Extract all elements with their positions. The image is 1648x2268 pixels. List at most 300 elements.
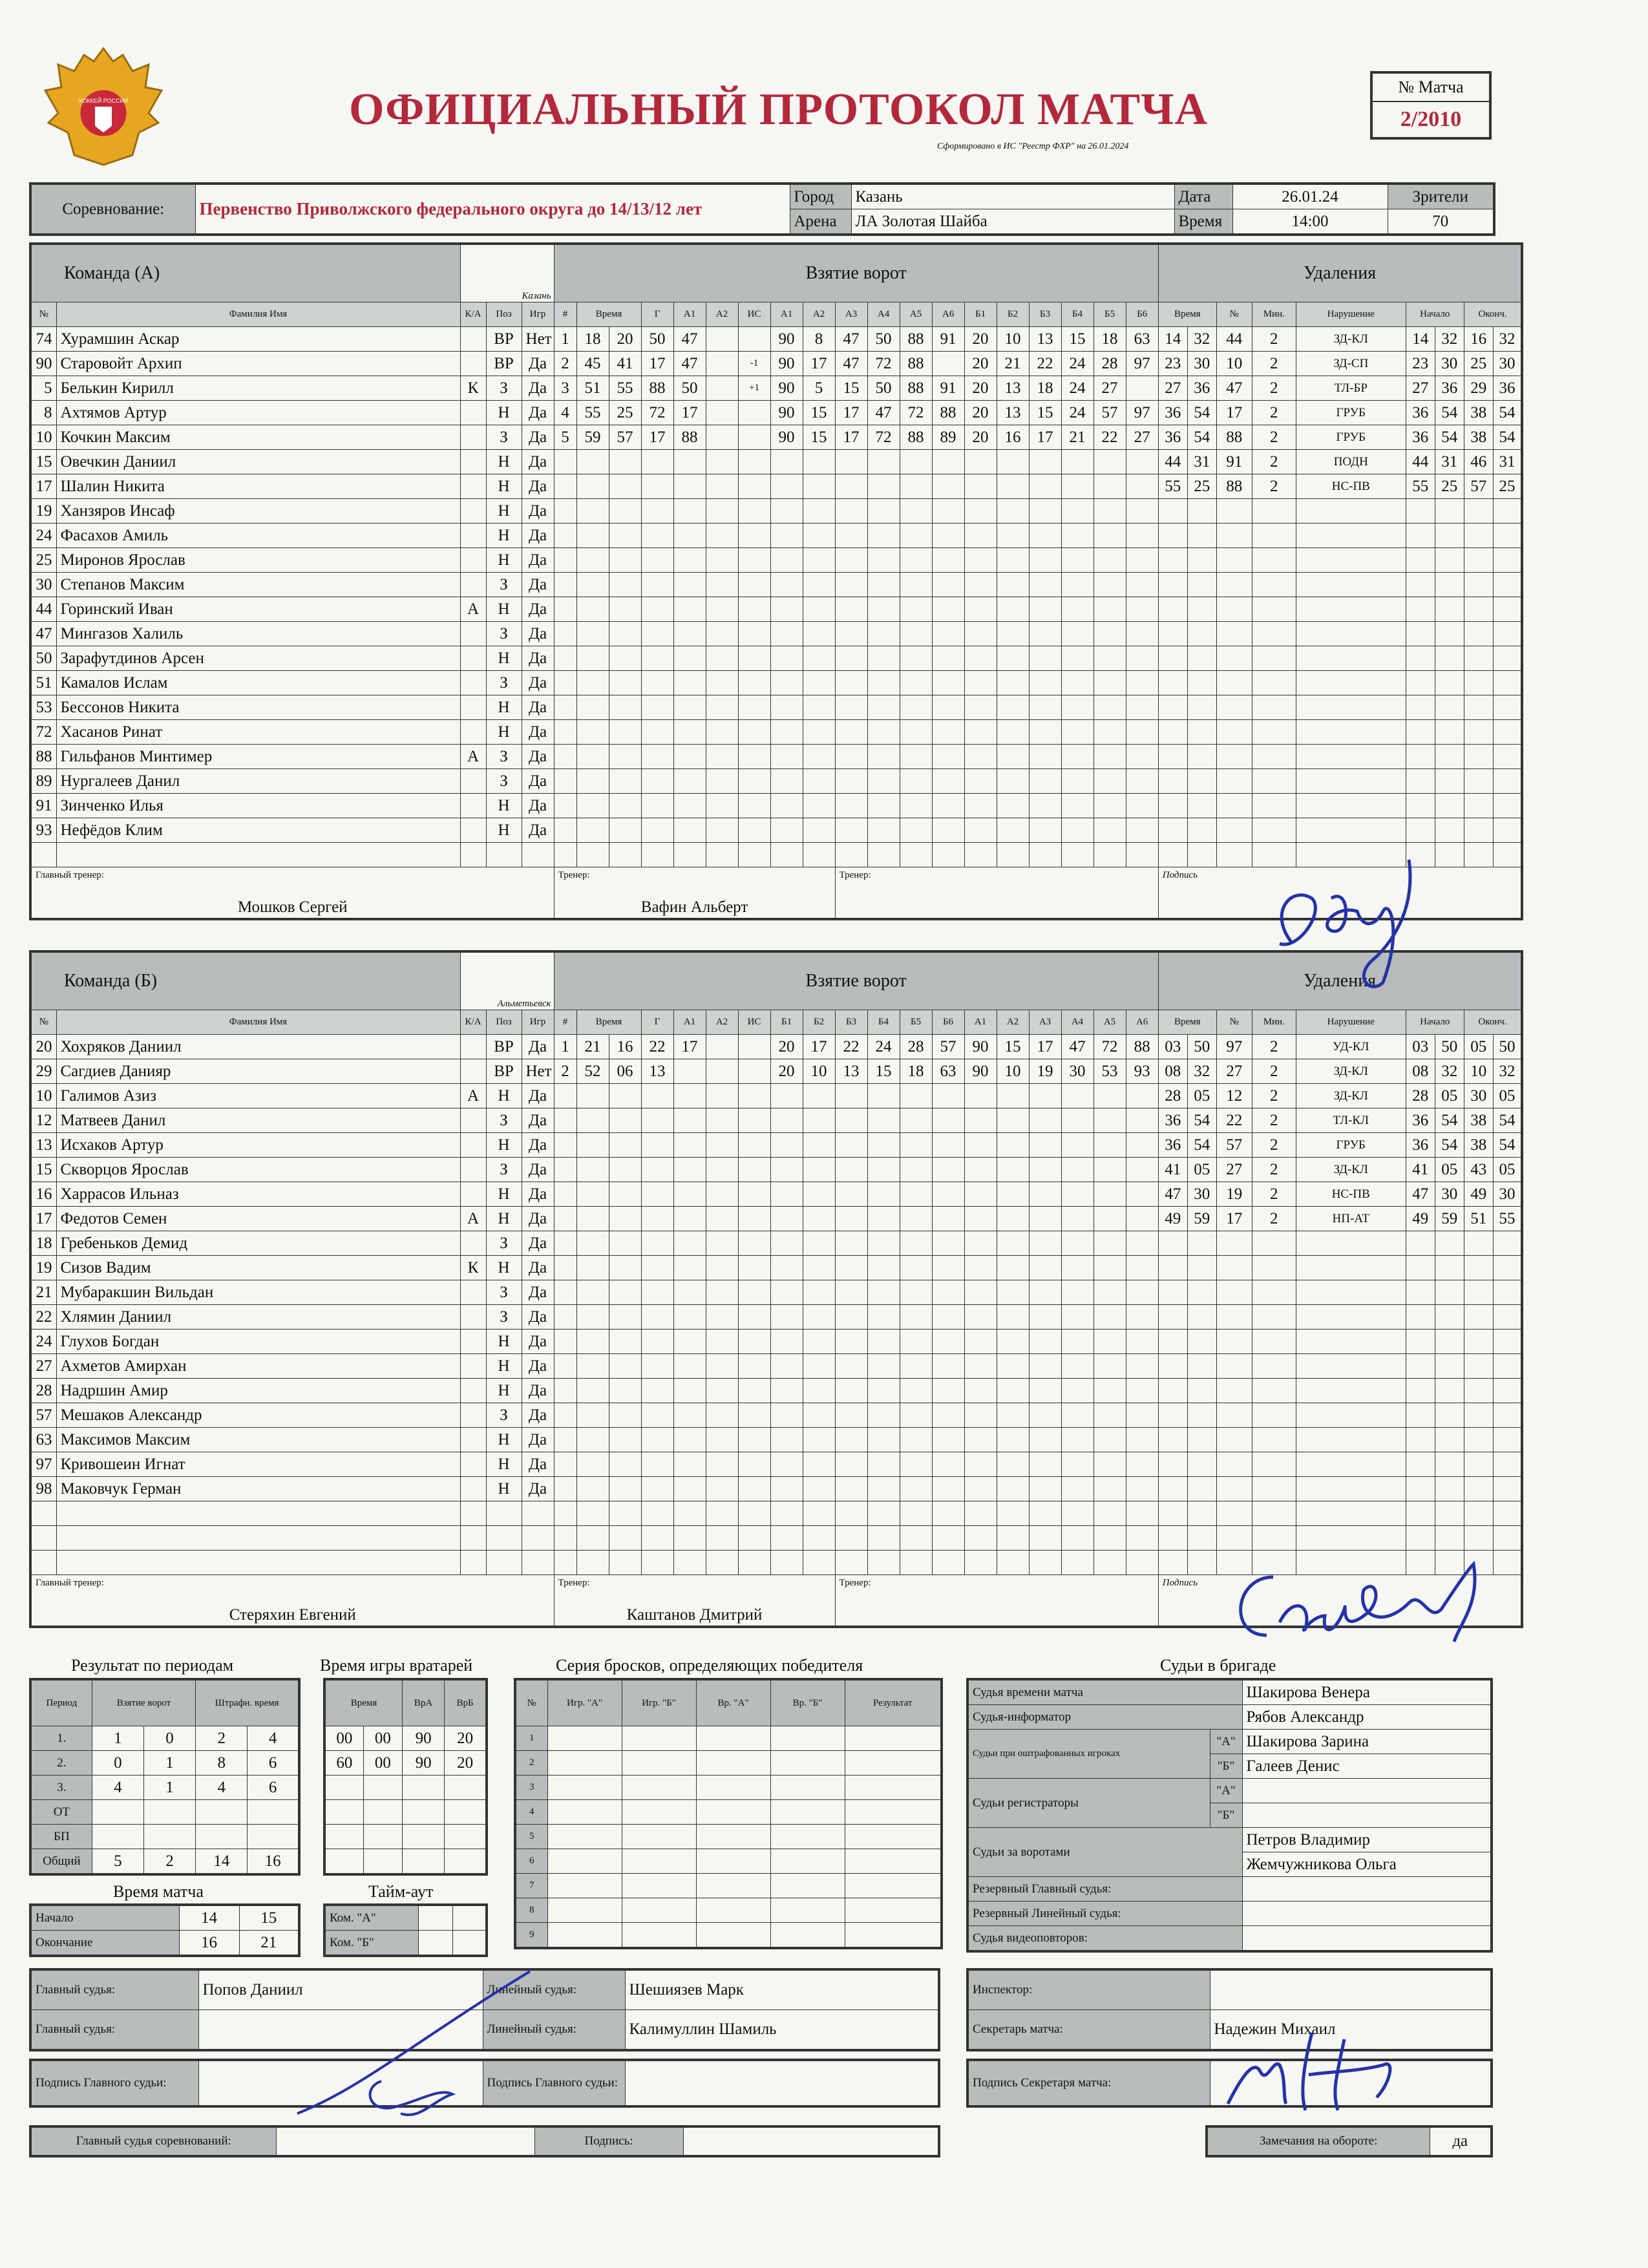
player-plays: Да [522,401,554,425]
team-a-section [29,242,1523,920]
penalty-time-min [1158,1354,1187,1379]
penalty-minutes: 2 [1252,1108,1296,1133]
player-number [30,1551,56,1575]
column-header: А2 [997,1010,1029,1035]
penalty-start-sec: 36 [1435,376,1464,401]
penalty-end-min [1464,622,1493,646]
column-header: Б1 [964,302,997,327]
goal-on-ice-player [770,597,803,622]
goal-on-ice-player: 17 [803,1035,835,1059]
goal-on-ice-player [932,1280,964,1305]
goal-opponent-on-ice [1061,1158,1093,1182]
goal-situation [738,1158,770,1182]
coach-name: Вафин Альберт [640,898,748,916]
reserve-line-label: Резервный Линейный судья: [967,1902,1242,1926]
goal-on-ice-player [770,720,803,745]
goal-assist-1 [673,745,706,769]
goalie-row [324,1726,487,1751]
penalty-time-sec [1187,745,1216,769]
goal-assist-1 [673,450,706,474]
penalty-start-sec: 05 [1435,1084,1464,1108]
goal-on-ice-player [900,1428,932,1452]
goal-opponent-on-ice [1061,794,1093,818]
goal-opponent-on-ice [1029,1207,1061,1231]
player-name: Хасанов Ринат [56,720,460,745]
shootout-number: 8 [515,1898,547,1923]
player-name: Белькин Кирилл [56,376,460,401]
penalty-start-sec [1435,573,1464,597]
goal-opponent-on-ice: 20 [964,376,997,401]
timeout-a-2 [452,1905,487,1931]
goal-opponent-on-ice [1061,1256,1093,1280]
penalty-player [1216,671,1252,695]
goal-on-ice-player [835,1207,867,1231]
informer-value: Рябов Александр [1242,1705,1492,1730]
player-position: Н [486,794,522,818]
goal-scorer [641,573,673,597]
penalty-start-min [1406,1526,1435,1551]
penalty-violation [1296,769,1406,794]
player-row [30,1330,1522,1354]
goal-number [554,769,576,794]
goal-number: 2 [554,1059,576,1084]
penalty-violation: ГРУБ [1296,1133,1406,1158]
player-captain-mark [460,1354,486,1379]
goal-on-ice-player [932,474,964,499]
penalty-violation [1296,1452,1406,1477]
goal-on-ice-player [867,671,900,695]
penalty-violation: ТЛ-БР [1296,376,1406,401]
penalty-end-min: 38 [1464,401,1493,425]
penalty-time-sec [1187,1452,1216,1477]
player-position: Н [486,720,522,745]
player-plays: Да [522,769,554,794]
penalty-violation [1296,794,1406,818]
goal-on-ice-player [835,450,867,474]
goal-scorer [641,794,673,818]
goal-on-ice-player [770,474,803,499]
penalty-minutes: 2 [1252,327,1296,352]
penalty-violation [1296,1403,1406,1428]
penalty-player [1216,1231,1252,1256]
penalty-time-sec [1187,1354,1216,1379]
goal-opponent-on-ice [997,450,1029,474]
timeout-a-label: Ком. "А" [324,1905,418,1931]
goal-opponent-on-ice [1126,671,1158,695]
goal-opponent-on-ice [997,597,1029,622]
period-pb [248,1825,299,1849]
goal-on-ice-player [900,671,932,695]
player-name: Исхаков Артур [56,1133,460,1158]
head-coach-label: Главный тренер: [36,870,104,880]
player-row [30,695,1522,720]
goal-time-min [576,1354,609,1379]
goal-opponent-on-ice: 17 [1029,1035,1061,1059]
penalty-time-sec [1187,1330,1216,1354]
penalty-start-min: 14 [1406,327,1435,352]
goal-on-ice-player: 50 [867,376,900,401]
goal-assist-1 [673,769,706,794]
penalty-start-sec [1435,720,1464,745]
goal-opponent-on-ice [997,769,1029,794]
goal-opponent-on-ice [1126,843,1158,867]
period-gb [143,1800,195,1825]
penalty-start-sec: 30 [1435,352,1464,376]
secretary-label: Секретарь матча: [967,2010,1210,2051]
goal-opponent-on-ice [997,818,1029,843]
goal-opponent-on-ice [1061,548,1093,573]
player-row [30,1452,1522,1477]
player-name: Ханзяров Инсаф [56,499,460,524]
player-position: ВР [486,1035,522,1059]
player-plays: Да [522,818,554,843]
goal-opponent-on-ice [1061,1354,1093,1379]
player-position: З [486,573,522,597]
officials-table [966,1678,1493,1953]
goal-on-ice-player [867,1231,900,1256]
goal-assist-2 [706,524,738,548]
penalty-start-sec: 30 [1435,1182,1464,1207]
goal-opponent-on-ice [964,450,997,474]
goal-on-ice-player [900,474,932,499]
goal-opponent-on-ice [1093,1231,1126,1256]
goal-on-ice-player [770,1231,803,1256]
goal-opponent-on-ice: 18 [1029,376,1061,401]
shootout-col-header: Игр. "А" [547,1679,622,1726]
column-header: Оконч. [1464,302,1522,327]
penalty-start-sec [1435,1501,1464,1526]
goalie-header [324,1679,487,1726]
player-position: З [486,1158,522,1182]
team-b-city: Альметьевск [497,999,551,1009]
team-a-coach2-cell [835,867,1158,920]
goal-on-ice-player: 88 [900,376,932,401]
goal-on-ice-player [932,1207,964,1231]
goal-scorer [641,1207,673,1231]
goal-opponent-on-ice: 13 [1029,327,1061,352]
shootout-cell [622,1849,696,1874]
goal-on-ice-player [932,695,964,720]
player-row [30,548,1522,573]
goal-assist-1: 88 [673,425,706,450]
goal-opponent-on-ice [964,1452,997,1477]
penalty-start-sec: 05 [1435,1158,1464,1182]
period-row [30,1825,299,1849]
goal-time-min [576,1207,609,1231]
player-position: Н [486,818,522,843]
goal-on-ice-player [770,1133,803,1158]
goal-assist-1 [673,499,706,524]
goal-on-ice-player [900,794,932,818]
penalty-minutes: 2 [1252,1035,1296,1059]
goal-opponent-on-ice [1126,597,1158,622]
goal-opponent-on-ice [1126,1501,1158,1526]
goal-on-ice-player [803,524,835,548]
goal-time-sec [609,843,641,867]
penalty-time-sec: 59 [1187,1207,1216,1231]
goal-on-ice-player [900,769,932,794]
penalty-end-sec: 54 [1493,425,1522,450]
goal-time-sec [609,1403,641,1428]
goal-assist-2 [706,450,738,474]
goal-opponent-on-ice [964,1108,997,1133]
goal-opponent-on-ice [997,1305,1029,1330]
match-no-label: № Матча [1373,74,1489,102]
goal-on-ice-player [867,1403,900,1428]
goal-assist-1 [673,1477,706,1501]
goal-opponent-on-ice [1126,1207,1158,1231]
goal-on-ice-player [900,1280,932,1305]
goal-opponent-on-ice [997,646,1029,671]
goal-number: 1 [554,327,576,352]
penalty-start-sec [1435,1280,1464,1305]
goal-scorer [641,671,673,695]
goal-number [554,450,576,474]
goal-on-ice-player [803,573,835,597]
goalie-a-header: ВрА [402,1679,444,1726]
goal-number [554,1330,576,1354]
goalie-m [324,1849,363,1875]
player-row [30,1182,1522,1207]
goal-situation [738,622,770,646]
penalty-violation [1296,1330,1406,1354]
penalty-violation: ГРУБ [1296,425,1406,450]
player-name [56,1501,460,1526]
goal-opponent-on-ice [1093,1207,1126,1231]
goalie-s: 00 [363,1751,402,1775]
player-position: З [486,1305,522,1330]
goal-time-min [576,1158,609,1182]
goal-opponent-on-ice [1061,450,1093,474]
goal-opponent-on-ice [1093,1477,1126,1501]
line-referee-2: Калимуллин Шамиль [625,2010,939,2051]
penalty-time-min [1158,1280,1187,1305]
goal-on-ice-player [770,769,803,794]
player-captain-mark [460,1035,486,1059]
penalty-minutes: 2 [1252,1084,1296,1108]
period-row [30,1751,299,1775]
goal-opponent-on-ice: 93 [1126,1059,1158,1084]
player-name: Хохряков Даниил [56,1035,460,1059]
goal-opponent-on-ice [1093,1182,1126,1207]
goal-time-sec [609,646,641,671]
penalty-time-sec: 30 [1187,1182,1216,1207]
player-plays: Да [522,1207,554,1231]
goal-on-ice-player [770,843,803,867]
penalty-minutes [1252,499,1296,524]
goal-on-ice-player [803,474,835,499]
goal-assist-2 [706,1526,738,1551]
penalty-time-min: 23 [1158,352,1187,376]
penalty-violation [1296,1256,1406,1280]
goal-opponent-on-ice [1061,745,1093,769]
penalty-start-sec [1435,1231,1464,1256]
player-captain-mark [460,1452,486,1477]
player-name: Сизов Вадим [56,1256,460,1280]
goalie-a [402,1825,444,1849]
penalty-violation [1296,695,1406,720]
goalie-a [402,1849,444,1875]
goal-opponent-on-ice [997,1108,1029,1133]
goal-opponent-on-ice [1093,622,1126,646]
goal-on-ice-player [770,1182,803,1207]
player-name: Глухов Богдан [56,1330,460,1354]
player-number: 19 [30,1256,56,1280]
shootout-cell [696,1874,770,1898]
penalty-end-sec: 54 [1493,1133,1522,1158]
goal-on-ice-player [900,622,932,646]
penalty-judges-label: Судьи при оштрафованных игроках [967,1730,1210,1779]
player-plays: Да [522,499,554,524]
player-row [30,1108,1522,1133]
goal-on-ice-player [835,671,867,695]
penalty-time-sec [1187,524,1216,548]
shootout-cell [696,1726,770,1751]
penalty-end-min [1464,794,1493,818]
player-name: Харрасов Ильназ [56,1182,460,1207]
goal-on-ice-player [932,745,964,769]
shootout-cell [622,1923,696,1949]
penalty-player [1216,1256,1252,1280]
column-header: Мин. [1252,1010,1296,1035]
goal-on-ice-player [867,1330,900,1354]
period-pb: 4 [248,1726,299,1751]
penalty-time-min [1158,1330,1187,1354]
goal-number [554,1182,576,1207]
column-header: К/А [460,302,486,327]
goal-on-ice-player: 15 [803,425,835,450]
goal-opponent-on-ice [964,1133,997,1158]
spectators-value: 70 [1388,209,1494,235]
goal-opponent-on-ice [997,524,1029,548]
player-captain-mark: К [460,1256,486,1280]
penalty-start-sec [1435,1354,1464,1379]
goal-opponent-on-ice: 30 [1061,1059,1093,1084]
match-number-box [1370,71,1492,140]
penalty-violation: ЗД-КЛ [1296,1059,1406,1084]
penalty-time-sec [1187,1256,1216,1280]
goal-situation [738,646,770,671]
penalty-time-sec: 25 [1187,474,1216,499]
penalty-end-min [1464,1280,1493,1305]
penalty-minutes [1252,1403,1296,1428]
penalty-a-tag: "А" [1210,1730,1242,1754]
penalty-time-sec [1187,1551,1216,1575]
goal-on-ice-player [900,450,932,474]
coach-label: Тренер: [558,1578,590,1588]
penalty-time-sec [1187,1305,1216,1330]
player-captain-mark [460,1280,486,1305]
goal-on-ice-player [932,1501,964,1526]
shootout-cell [845,1800,942,1825]
penalty-time-sec [1187,1526,1216,1551]
goal-situation [738,450,770,474]
goal-on-ice-player [932,1477,964,1501]
goal-on-ice-player [932,1158,964,1182]
goal-number [554,524,576,548]
goal-on-ice-player [803,1526,835,1551]
goal-opponent-on-ice [1126,1477,1158,1501]
period-col-header: Период [30,1679,92,1726]
penalty-player: 10 [1216,352,1252,376]
penalty-end-min [1464,573,1493,597]
shootout-cell [770,1775,845,1800]
goal-opponent-on-ice [964,499,997,524]
goal-judge-1: Петров Владимир [1242,1828,1492,1852]
goal-situation [738,671,770,695]
goal-opponent-on-ice [997,1182,1029,1207]
column-header: Фамилия Имя [56,1010,460,1035]
goal-assist-2 [706,1108,738,1133]
goal-scorer [641,843,673,867]
player-name: Зарафутдинов Арсен [56,646,460,671]
coach-name: Каштанов Дмитрий [626,1606,763,1624]
goal-situation [738,1452,770,1477]
goal-opponent-on-ice [1126,1158,1158,1182]
goal-scorer [641,1158,673,1182]
penalty-end-min: 57 [1464,474,1493,499]
shootout-cell [547,1849,622,1874]
penalty-end-sec [1493,646,1522,671]
goalie-b: 20 [445,1726,487,1751]
goal-assist-1 [673,1133,706,1158]
penalty-time-min [1158,1231,1187,1256]
goal-on-ice-player [770,622,803,646]
penalty-end-min: 46 [1464,450,1493,474]
goal-on-ice-player [900,720,932,745]
goal-on-ice-player [932,1354,964,1379]
goal-assist-1 [673,1305,706,1330]
goal-on-ice-player [932,548,964,573]
goal-opponent-on-ice [1093,499,1126,524]
player-plays: Да [522,597,554,622]
goal-opponent-on-ice [1126,695,1158,720]
period-pa: 2 [196,1726,248,1751]
penalty-start-min: 41 [1406,1158,1435,1182]
player-number: 30 [30,573,56,597]
goal-on-ice-player [932,352,964,376]
goal-situation [738,401,770,425]
goal-on-ice-player [867,1354,900,1379]
goal-on-ice-player [835,843,867,867]
goal-assist-2 [706,1256,738,1280]
column-header: Б6 [932,1010,964,1035]
penalty-player [1216,646,1252,671]
goal-opponent-on-ice: 24 [1061,376,1093,401]
goal-opponent-on-ice [1093,695,1126,720]
penalty-start-min [1406,671,1435,695]
goalie-s [363,1800,402,1825]
penalty-minutes [1252,745,1296,769]
period-row [30,1800,299,1825]
goal-situation [738,1526,770,1551]
player-position: Н [486,1256,522,1280]
team-b-section [29,950,1523,1628]
goal-on-ice-player [900,1182,932,1207]
goal-opponent-on-ice [997,1158,1029,1182]
penalty-time-min [1158,794,1187,818]
period-name: 3. [30,1775,92,1800]
penalty-start-sec [1435,769,1464,794]
goal-on-ice-player: 72 [900,401,932,425]
penalty-time-min [1158,843,1187,867]
period-pb [248,1800,299,1825]
penalty-end-min [1464,1354,1493,1379]
penalty-end-sec: 54 [1493,401,1522,425]
player-name: Степанов Максим [56,573,460,597]
remarks-value: да [1430,2126,1492,2156]
penalty-time-min: 27 [1158,376,1187,401]
